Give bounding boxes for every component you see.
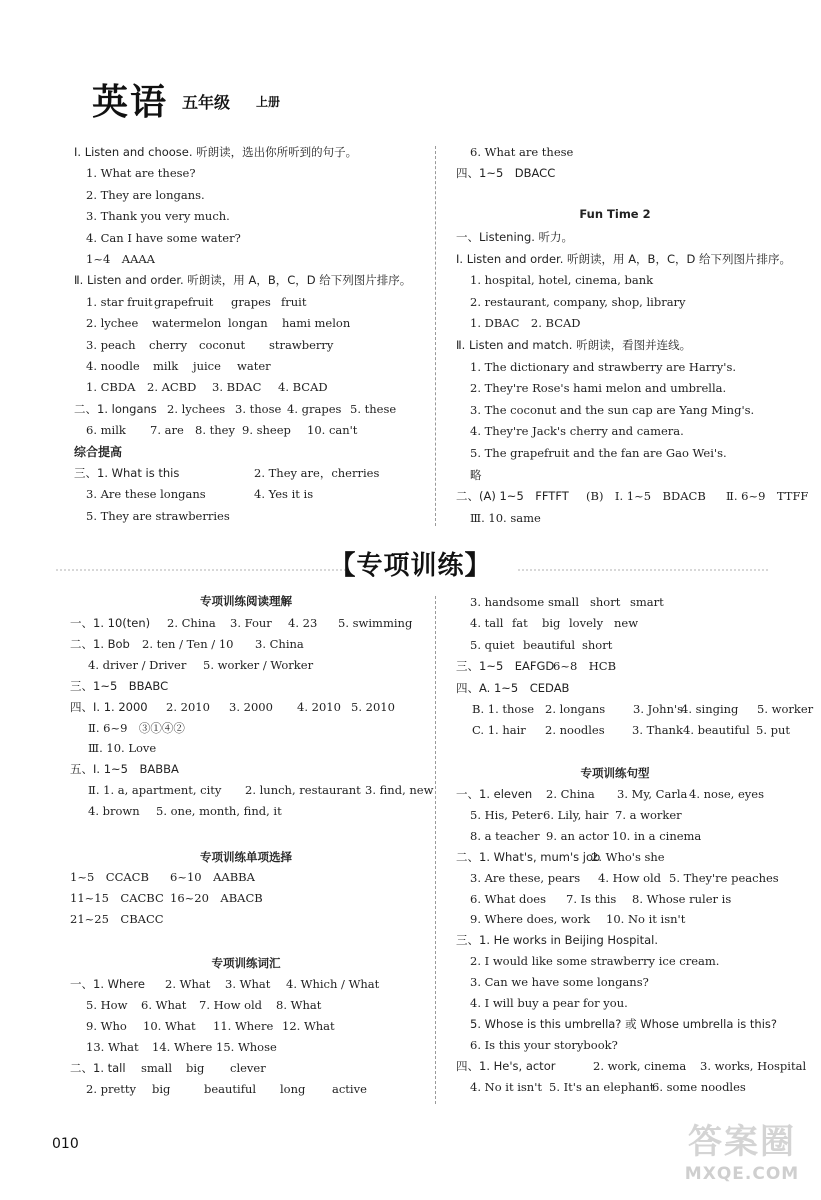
answer-text: grapefruit <box>154 294 214 309</box>
answer-text: 9. sheep <box>242 423 291 438</box>
section-title-reading: 专项训练阅读理解 <box>200 594 292 608</box>
answer-text: 4. 23 <box>288 616 318 630</box>
answer-text: 2. China <box>546 787 595 801</box>
answer-text: 7. a worker <box>615 807 682 822</box>
answer-text: 5. It's an elephant <box>549 1079 655 1094</box>
answer-text: Ⅱ. Listen and order. 听朗读，用 A，B，C，D 给下列图片排序。 <box>74 273 412 288</box>
answer-text: C. 1. hair <box>472 723 526 738</box>
answer-text: long <box>280 1081 306 1096</box>
answer-text: 10. can't <box>307 423 358 438</box>
section-title-choice: 专项训练单项选择 <box>200 850 292 864</box>
answer-text: 13. What <box>86 1039 139 1054</box>
answer-text: 5. His, Peter <box>470 807 543 822</box>
answer-text: 11~15 CACBC <box>70 890 164 905</box>
answer-text: 4. BCAD <box>278 380 328 395</box>
answer-text: B. 1. those <box>472 702 535 716</box>
answer-text: 四、A. 1~5 CEDAB <box>456 680 570 695</box>
answer-text: 3. Four <box>230 616 272 630</box>
answer-text: 14. Where <box>152 1039 213 1054</box>
answer-text: 2. noodles <box>545 723 605 738</box>
answer-text: 10. What <box>143 1018 196 1033</box>
answer-text: 3. works, Hospital <box>700 1058 807 1073</box>
answer-text: 5. one, month, find, it <box>156 804 282 819</box>
answer-text: 一、Listening. 听力。 <box>456 230 574 244</box>
answer-text: 7. How old <box>199 997 263 1012</box>
answer-text: 3. Are these, pears <box>470 870 581 885</box>
answer-text: 二、1. tall <box>70 1060 126 1075</box>
answer-text: 一、1. Where <box>70 977 145 991</box>
answer-text: short <box>590 595 621 609</box>
answer-text: Ⅲ. 10. same <box>470 510 541 525</box>
answer-text: clever <box>230 1060 266 1075</box>
answer-text: new <box>614 616 639 631</box>
answer-text: 2. ten / Ten / 10 <box>142 636 234 651</box>
section-title-vocab: 专项训练词汇 <box>211 956 281 970</box>
answer-text: 4. I will buy a pear for you. <box>470 996 628 1010</box>
answer-text: 3. John's <box>633 702 684 716</box>
answer-text: 4. beautiful <box>683 723 750 738</box>
answer-text: 16~20 ABACB <box>170 890 263 905</box>
answer-text: longan <box>228 316 268 331</box>
answer-text: 二、1. longans <box>74 401 157 416</box>
answer-text: 2. Who's she <box>591 849 665 864</box>
answer-text: 5. quiet <box>470 637 515 652</box>
answer-text: 3. The coconut and the sun cap are Yang Ming's. <box>470 402 755 417</box>
section-heading: 综合提高 <box>74 444 123 459</box>
answer-text: 3. What <box>225 977 271 991</box>
answer-text: 5. 2010 <box>351 699 395 714</box>
answer-text: 1. DBAC 2. BCAD <box>470 316 581 331</box>
answer-text: juice <box>193 359 221 373</box>
answer-text: 三、1. What is this <box>74 466 180 480</box>
answer-text: 3. Are these longans <box>86 487 206 502</box>
answer-text: 6. What <box>141 997 187 1012</box>
answer-text: 4. driver / Driver <box>88 657 187 672</box>
column-divider-top <box>435 146 436 526</box>
answer-text: 2. work, cinema <box>593 1058 687 1073</box>
answer-text: 4. brown <box>88 804 140 819</box>
answer-text: 11. Where <box>213 1018 274 1033</box>
answer-text: 3. My, Carla <box>617 787 688 801</box>
answer-text: Ⅱ. 1. a, apartment, city <box>88 783 222 798</box>
answer-text: 3. BDAC <box>212 380 262 395</box>
answer-text: short <box>582 637 613 652</box>
answer-text: 5. worker / Worker <box>203 657 314 672</box>
answer-text: small <box>548 595 580 609</box>
answer-text: 2. pretty <box>86 1081 137 1096</box>
answer-text: 4. 2010 <box>297 699 341 714</box>
answer-text: 6. What are these <box>470 145 574 159</box>
answer-text: Ⅱ. 6~9 ③①④② <box>88 720 185 735</box>
answer-text: 15. Whose <box>216 1039 277 1054</box>
answer-text: 3. peach <box>86 337 136 352</box>
answer-text: Ⅱ. 6~9 TTFF <box>726 489 809 504</box>
answer-text: 5. They are strawberries <box>86 508 230 523</box>
answer-text: 五、Ⅰ. 1~5 BABBA <box>70 762 179 777</box>
answer-text: 4. tall <box>470 616 504 631</box>
answer-text: 1~4 AAAA <box>86 252 155 266</box>
answer-text: 1. hospital, hotel, cinema, bank <box>470 273 654 288</box>
answer-text: 8. What <box>276 997 322 1012</box>
answer-text: 4. Which / What <box>286 977 380 991</box>
answer-text: 一、1. 10(ten) <box>70 616 151 630</box>
section-title-fun-time: Fun Time 2 <box>579 207 651 221</box>
answer-text: 1. The dictionary and strawberry are Harry's. <box>470 359 737 374</box>
answer-text: 二、1. What's, mum's job <box>456 849 601 864</box>
banner-title: 【专项训练】 <box>329 551 492 581</box>
answer-text: 5. The grapefruit and the fan are Gao Wei's. <box>470 446 727 460</box>
answer-text: 2. restaurant, company, shop, library <box>470 294 686 309</box>
answer-text: 1~5 CCACB <box>70 870 149 884</box>
answer-text: 2. China <box>167 616 216 630</box>
answer-text: 3. those <box>235 401 282 416</box>
answer-text: 6. milk <box>86 423 126 438</box>
answer-text: lovely <box>569 616 604 631</box>
answer-text: 3. Thank <box>632 723 683 738</box>
answer-text: 二、(A) 1~5 FFTFT <box>456 489 569 504</box>
answer-text: 7. Is this <box>566 891 617 906</box>
answer-text: 二、1. Bob <box>70 636 130 651</box>
answer-text: 三、1~5 EAFGD <box>456 659 555 674</box>
answer-text: watermelon <box>152 316 222 331</box>
answer-text: 1. CBDA <box>86 380 136 395</box>
answer-text: beautiful <box>204 1081 257 1096</box>
answer-text: beautiful <box>523 637 576 652</box>
answer-text: 6. Is this your storybook? <box>470 1037 618 1052</box>
answer-text: small <box>141 1060 173 1075</box>
answer-text: 四、Ⅰ. 1. 2000 <box>70 699 148 714</box>
answer-text: 一、1. eleven <box>456 787 533 801</box>
answer-text: 2. lychees <box>167 401 226 416</box>
answer-text: 2. lunch, restaurant <box>245 783 361 798</box>
answer-text: strawberry <box>269 337 334 352</box>
answer-text: 12. What <box>282 1018 335 1033</box>
answer-text: smart <box>630 595 664 609</box>
answer-text: 2. ACBD <box>147 380 197 395</box>
answer-text: 2. lychee <box>86 316 139 331</box>
answer-text: water <box>237 359 271 373</box>
answer-text: Ⅰ. Listen and choose. 听朗读，选出你所听到的句子。 <box>74 145 358 159</box>
answer-text: 2. They are，cherries <box>254 466 380 480</box>
answer-text: 10. No it isn't <box>606 912 686 927</box>
watermark-text: 答案圈 <box>688 1122 796 1162</box>
grade-label: 五年级 <box>182 93 231 112</box>
answer-text: 10. in a cinema <box>612 828 702 843</box>
answer-text: 6. some noodles <box>652 1079 746 1094</box>
answer-text: 5. They're peaches <box>669 870 779 885</box>
answer-text: 2. What <box>165 977 211 991</box>
answer-text: 5. worker <box>757 702 814 716</box>
answer-text: 9. an actor <box>546 828 609 843</box>
section-title-sentence: 专项训练句型 <box>580 766 650 780</box>
answer-text: 21~25 CBACC <box>70 911 164 926</box>
answer-text: 2. They're Rose's hami melon and umbrella. <box>470 381 727 396</box>
answer-text: big <box>542 616 561 631</box>
answer-text: 9. Who <box>86 1018 127 1033</box>
answer-text: 三、1~5 BBABC <box>70 678 169 693</box>
answer-text: 4. Yes it is <box>254 487 314 502</box>
answer-text: 2. I would like some strawberry ice cream. <box>470 954 720 969</box>
watermark-logo <box>676 1112 808 1192</box>
answer-text: grapes <box>231 294 271 309</box>
answer-text: big <box>152 1081 171 1096</box>
answer-text: big <box>186 1060 205 1075</box>
volume-label: 上册 <box>256 95 281 109</box>
answer-text: 1. What are these? <box>86 166 196 181</box>
answer-text: 4. No it isn't <box>470 1079 542 1094</box>
answer-text: 3. Can we have some longans? <box>470 975 649 990</box>
answer-text: 3. Thank you very much. <box>86 209 230 224</box>
answer-text: 四、1. He's, actor <box>456 1058 556 1073</box>
answer-text: 5. swimming <box>338 616 413 630</box>
answer-text: 略 <box>470 467 482 482</box>
answer-text: 4. Can I have some water? <box>86 230 241 245</box>
answer-text: 6. What does <box>470 891 546 906</box>
answer-text: 5. Whose is this umbrella? 或 Whose umbrella is this? <box>470 1016 778 1031</box>
answer-text: 4. nose, eyes <box>689 787 764 801</box>
answer-text: 8. a teacher <box>470 828 540 843</box>
answer-text: fruit <box>281 294 307 309</box>
answer-text: 4. singing <box>681 702 739 716</box>
answer-text: Ⅲ. 10. Love <box>88 741 157 756</box>
special-training-banner <box>0 541 821 591</box>
answer-text: 4. How old <box>598 870 662 885</box>
answer-text: 9. Where does, work <box>470 912 591 927</box>
answer-text: (B) Ⅰ. 1~5 BDACB <box>586 489 706 504</box>
answer-text: 8. Whose ruler is <box>632 891 732 906</box>
answer-text: 5. these <box>350 401 397 416</box>
answer-text: 2. longans <box>545 702 606 716</box>
watermark-site: MXQE.COM <box>684 1164 800 1184</box>
answer-text: 三、1. He works in Beijing Hospital. <box>456 933 658 948</box>
answer-text: 3. find, new <box>365 783 434 798</box>
answer-text: 4. grapes <box>287 401 342 416</box>
answer-text: cherry <box>149 337 188 352</box>
answer-text: fat <box>512 616 528 631</box>
answer-text: 4. noodle <box>86 359 140 373</box>
answer-text: Ⅰ. Listen and order. 听朗读，用 A，B，C，D 给下列图片排序。 <box>456 251 791 266</box>
answer-text: 6. Lily, hair <box>543 807 609 822</box>
answer-text: 2. They are longans. <box>86 187 205 202</box>
answer-text: 6~10 AABBA <box>170 870 255 884</box>
answer-text: 2. 2010 <box>166 699 210 714</box>
answer-text: 3. China <box>255 636 304 651</box>
answer-text: 四、1~5 DBACC <box>456 166 556 180</box>
answer-text: 8. they <box>195 423 235 438</box>
answer-text: 5. How <box>86 997 128 1012</box>
answer-text: 6~8 HCB <box>553 659 617 674</box>
answer-text: Ⅱ. Listen and match. 听朗读，看图并连线。 <box>456 338 692 352</box>
answer-text: 5. put <box>756 723 791 738</box>
answer-text: 3. handsome <box>470 595 545 609</box>
answer-text: coconut <box>199 337 246 352</box>
answer-text: active <box>332 1081 367 1096</box>
answer-text: 4. They're Jack's cherry and camera. <box>470 424 684 439</box>
page-number: 010 <box>52 1136 79 1152</box>
answer-text: 3. 2000 <box>229 699 273 714</box>
answer-text: hami melon <box>282 316 351 331</box>
subject-title: 英语 <box>92 82 169 123</box>
answer-text: 7. are <box>150 423 184 438</box>
answer-text: 1. star fruit <box>86 294 153 309</box>
answer-text: milk <box>153 359 179 373</box>
column-divider-bottom <box>435 596 436 1104</box>
